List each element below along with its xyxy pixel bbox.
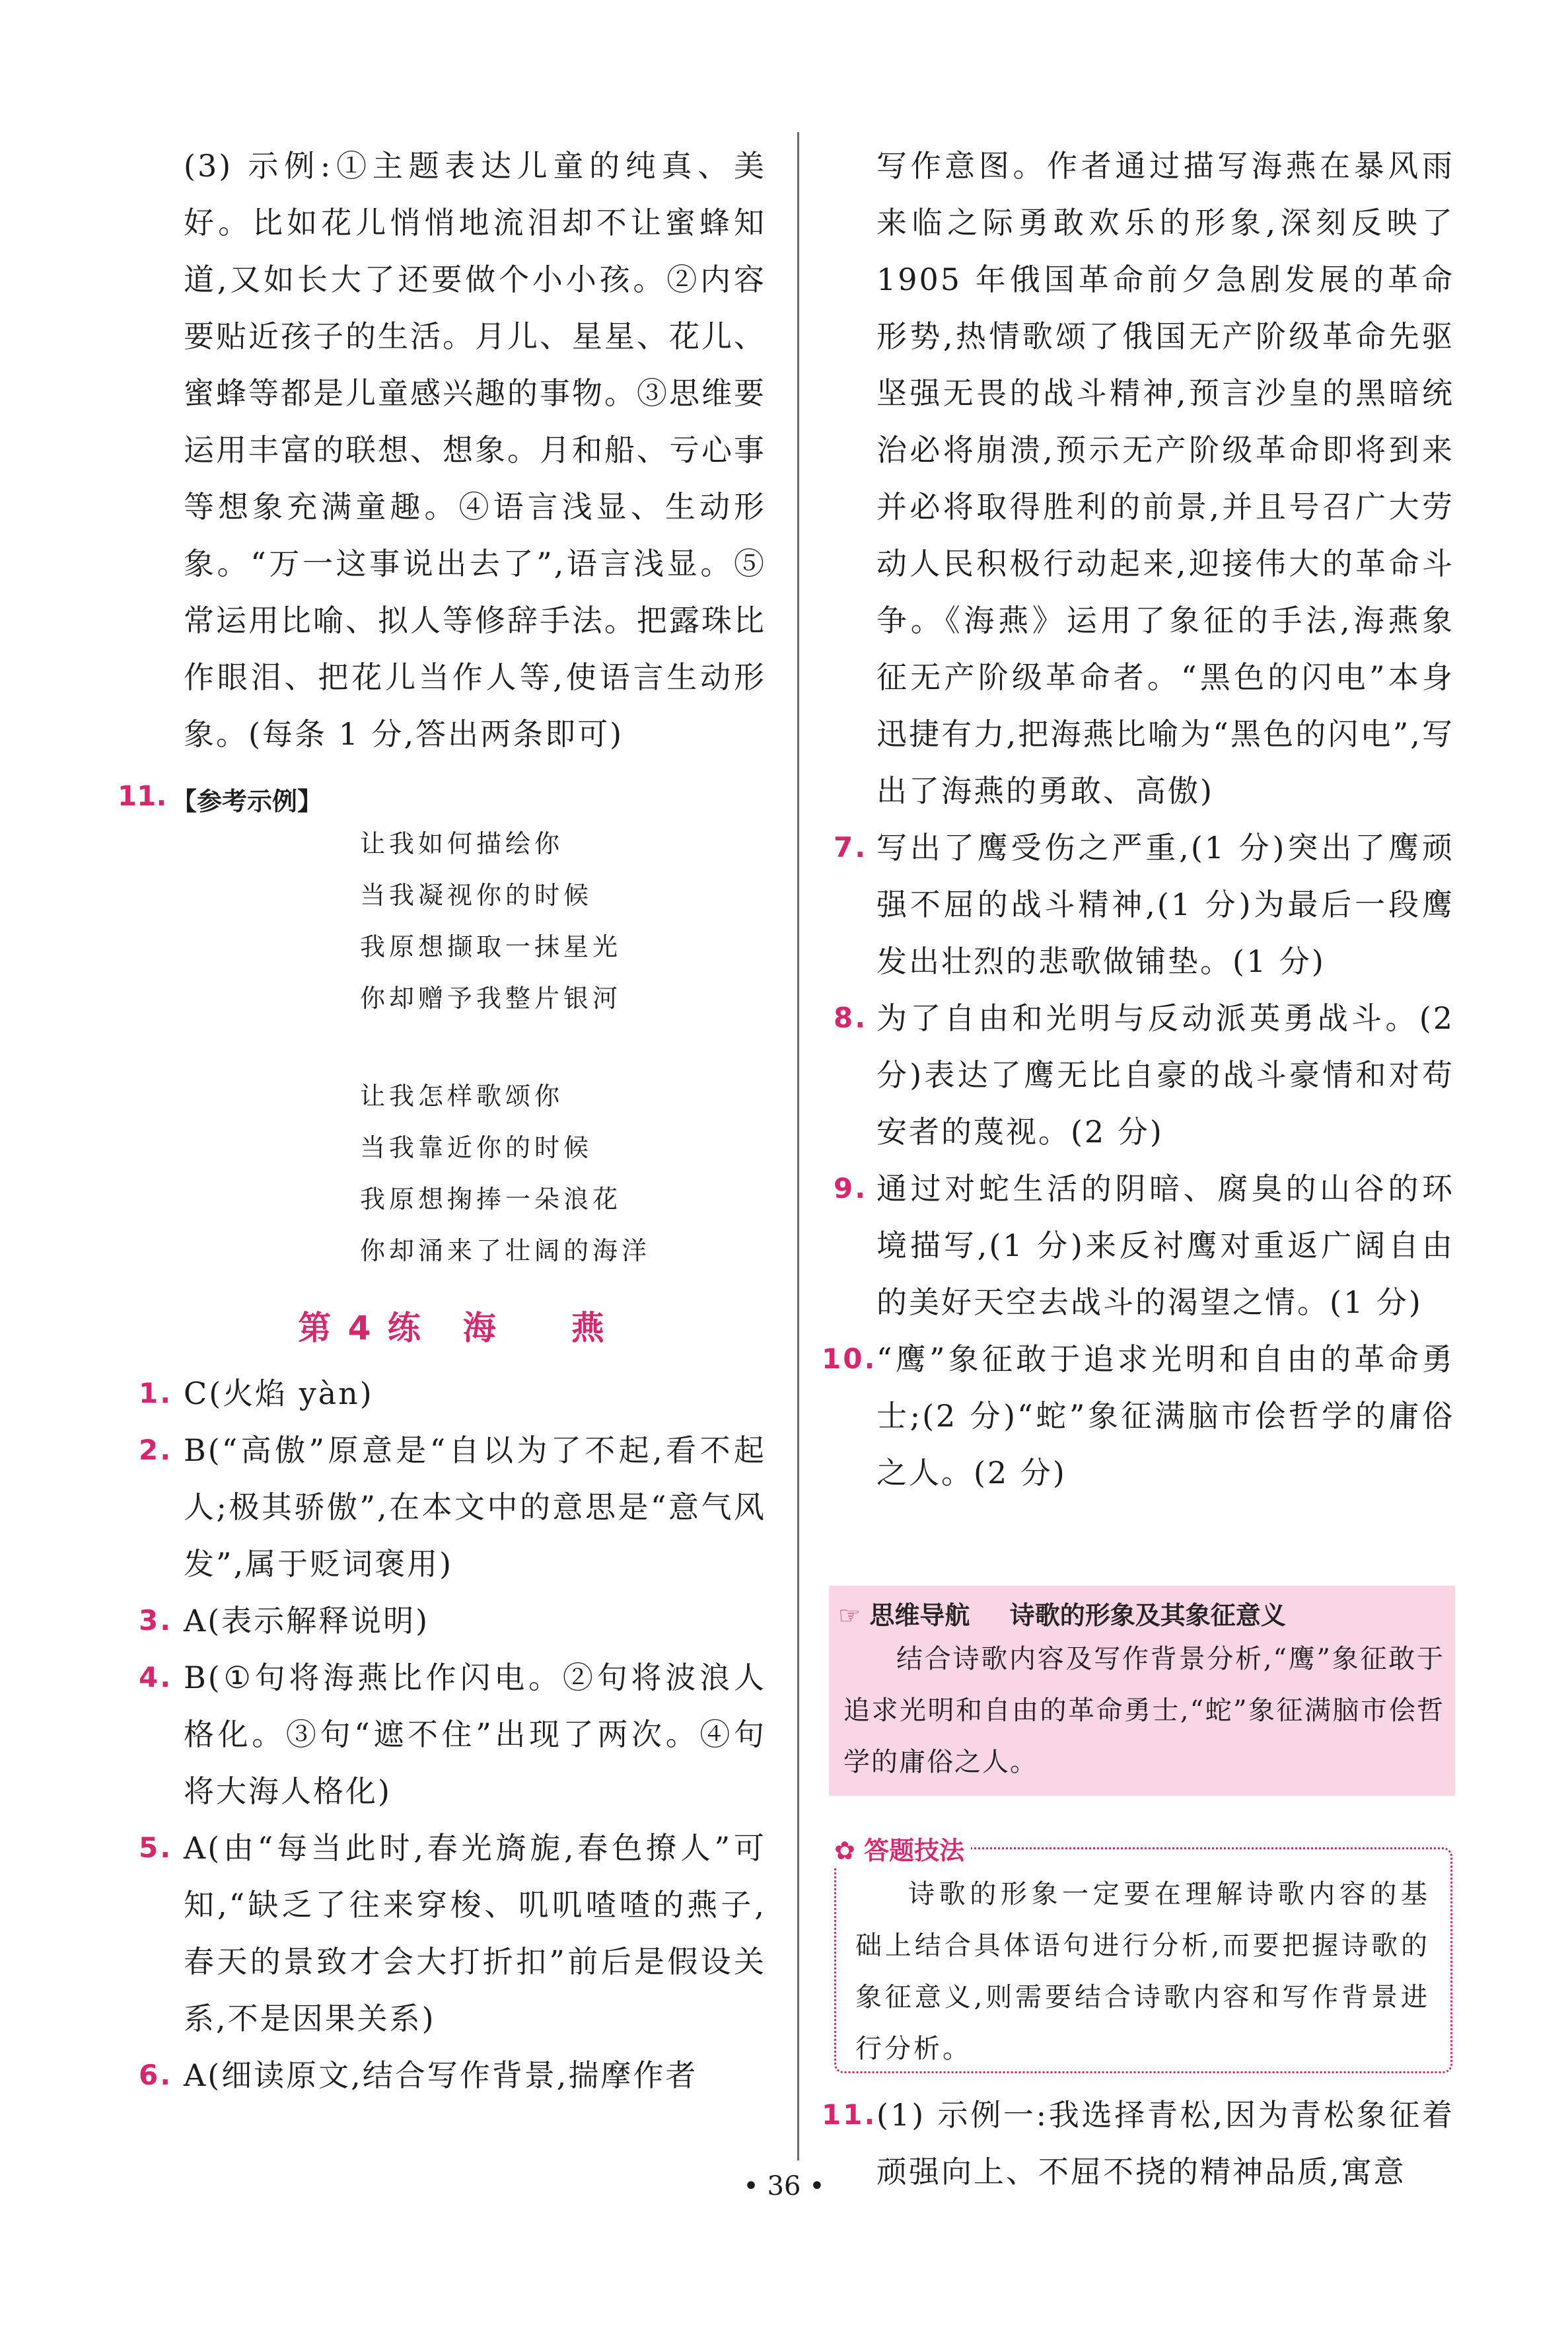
answer-item: [139, 1649, 766, 1820]
poem-line: 当我凝视你的时候: [360, 881, 593, 910]
item-text: 为了自由和光明与反动派英勇战斗。(2 分)表达了鹰无比自豪的战斗豪情和对苟安者的蔑视。(2 分): [876, 1000, 1454, 1150]
item-number: 5.: [139, 1831, 173, 1864]
poem-line: 你却涌来了壮阔的海洋: [360, 1236, 651, 1265]
section-title-char: 海: [462, 1309, 499, 1347]
answer-item: [822, 1331, 1454, 1501]
q11-header: [118, 768, 766, 818]
item-number: 1.: [139, 1377, 173, 1409]
item-text: B(“高傲”原意是“自以为了不起,看不起人;极其骄傲”,在本文中的意思是“意气风发”,属于贬词褒用): [184, 1432, 766, 1582]
section-title-char: 燕: [571, 1309, 607, 1347]
technique-label: 答题技法: [864, 1836, 965, 1865]
answer-item: [139, 1592, 766, 1649]
page-number: • 36 •: [743, 2171, 825, 2201]
technique-text: 诗歌的形象一定要在理解诗歌内容的基础上结合具体语句进行分析,而要把握诗歌的象征意义,则需要结合诗歌内容和写作背景进行分析。: [855, 1879, 1430, 2064]
answer-item: [139, 1365, 766, 1422]
poem-line: 让我如何描绘你: [360, 829, 564, 858]
poem-line: 你却赠予我整片银河: [360, 984, 622, 1013]
item-number: 8.: [834, 1002, 868, 1034]
section-prefix: 第 4 练: [298, 1309, 423, 1347]
poem-line: 当我靠近你的时候: [360, 1133, 593, 1162]
q10-part3: (3) 示例:①主题表达儿童的纯真、美好。比如花儿悄悄地流泪却不让蜜蜂知道,又如长大了还要做个小小孩。②内容要贴近孩子的生活。月儿、星星、花儿、蜜蜂等都是儿童感兴趣的事物。③思维要运用丰富的联想、想象。月和船、亏心事等想象充满童趣。④语言浅显、生动形象。“万一这事说出去了”,语言浅显。⑤常运用比喻、拟人等修辞手法。把露珠比作眼泪、把花儿当作人等,使语言生动形象。(每条 1 分,答出两条即可): [184, 148, 766, 752]
technique-header: [834, 1830, 971, 1866]
answer-list: [139, 1365, 766, 2104]
item-text: (1) 示例一:我选择青松,因为青松象征着顽强向上、不屈不挠的精神品质,寓意: [876, 2097, 1454, 2190]
item-number: 4.: [139, 1661, 173, 1693]
item-text: 写出了鹰受伤之严重,(1 分)突出了鹰顽强不屈的战斗精神,(1 分)为最后一段鹰发出壮烈的悲歌做铺垫。(1 分): [876, 830, 1454, 979]
item-text: 通过对蛇生活的阴暗、腐臭的山谷的环境描写,(1 分)来反衬鹰对重返广阔自由的美好天空去战斗的渴望之情。(1 分): [876, 1171, 1454, 1320]
flower-icon: ✿: [834, 1836, 855, 1865]
item-text: “鹰”象征敢于追求光明和自由的革命勇士;(2 分)“蛇”象征满脑市侩哲学的庸俗之人。(2 分): [876, 1341, 1454, 1491]
poem-line: 让我怎样歌颂你: [360, 1082, 564, 1111]
item-text: A(细读原文,结合写作背景,揣摩作者: [184, 2057, 698, 2093]
q11-number: 11.: [118, 780, 167, 812]
pointing-hand-icon: ☞: [838, 1601, 861, 1630]
item-text: B(①句将海燕比作闪电。②句将波浪人格化。③句“遮不住”出现了两次。④句将大海人格化): [184, 1660, 766, 1809]
answer-item: [139, 1422, 766, 1592]
section-title: [139, 1302, 766, 1349]
right-column: [822, 137, 1454, 1501]
item-text: C(火焰 yàn): [184, 1376, 374, 1411]
column-divider: [797, 132, 799, 2160]
item-number: 9.: [834, 1172, 868, 1204]
tip-title: 诗歌的形象及其象征意义: [1009, 1601, 1286, 1630]
left-column: [118, 137, 766, 2104]
answer-item: [834, 819, 1454, 990]
item-number: 10.: [822, 1343, 877, 1375]
poem-line: 我原想撷取一抹星光: [360, 932, 622, 961]
item-text: A(表示解释说明): [184, 1603, 430, 1639]
item-number: 6.: [139, 2059, 173, 2091]
item-number: 11.: [822, 2098, 877, 2131]
answer-item: [139, 1820, 766, 2047]
tip-label: 思维导航: [869, 1601, 970, 1630]
thinking-tip-box: [829, 1586, 1455, 1796]
item-number: 2.: [139, 1434, 173, 1466]
q6-continuation: 写作意图。作者通过描写海燕在暴风雨来临之际勇敢欢乐的形象,深刻反映了 1905 年俄国革命前夕急剧发展的革命形势,热情歌颂了俄国无产阶级革命先驱坚强无畏的战斗精神,预言沙皇的黑暗统治必将崩溃,预示无产阶级革命即将到来并必将取得胜利的前景,并且号召广大劳动人民积极行动起来,迎接伟大的革命斗争。《海燕》运用了象征的手法,海燕象征无产阶级革命者。“黑色的闪电”本身迅捷有力,把海燕比喻为“黑色的闪电”,写出了海燕的勇敢、高傲): [876, 148, 1454, 809]
tip-header: [838, 1595, 1286, 1631]
q11-reference-tag: 【参考示例】: [172, 787, 323, 816]
answer-item: [834, 990, 1454, 1160]
answer-item: [834, 1160, 1454, 1331]
answer-item: [139, 2047, 766, 2104]
poem: [139, 818, 766, 1276]
poem-line: 我原想掬捧一朵浪花: [360, 1185, 622, 1214]
answer-technique-box: [829, 1830, 1455, 2075]
item-number: 3.: [139, 1604, 173, 1637]
item-number: 7.: [834, 831, 868, 864]
tip-text: 结合诗歌内容及写作背景分析,“鹰”象征敢于追求光明和自由的革命勇士,“蛇”象征满脑市侩哲学的庸俗之人。: [843, 1644, 1444, 1777]
item-text: A(由“每当此时,春光旖旎,春色撩人”可知,“缺乏了往来穿梭、叽叽喳喳的燕子,春天的景致才会大打折扣”前后是假设关系,不是因果关系): [184, 1830, 766, 2036]
answer-list: [822, 819, 1454, 1501]
